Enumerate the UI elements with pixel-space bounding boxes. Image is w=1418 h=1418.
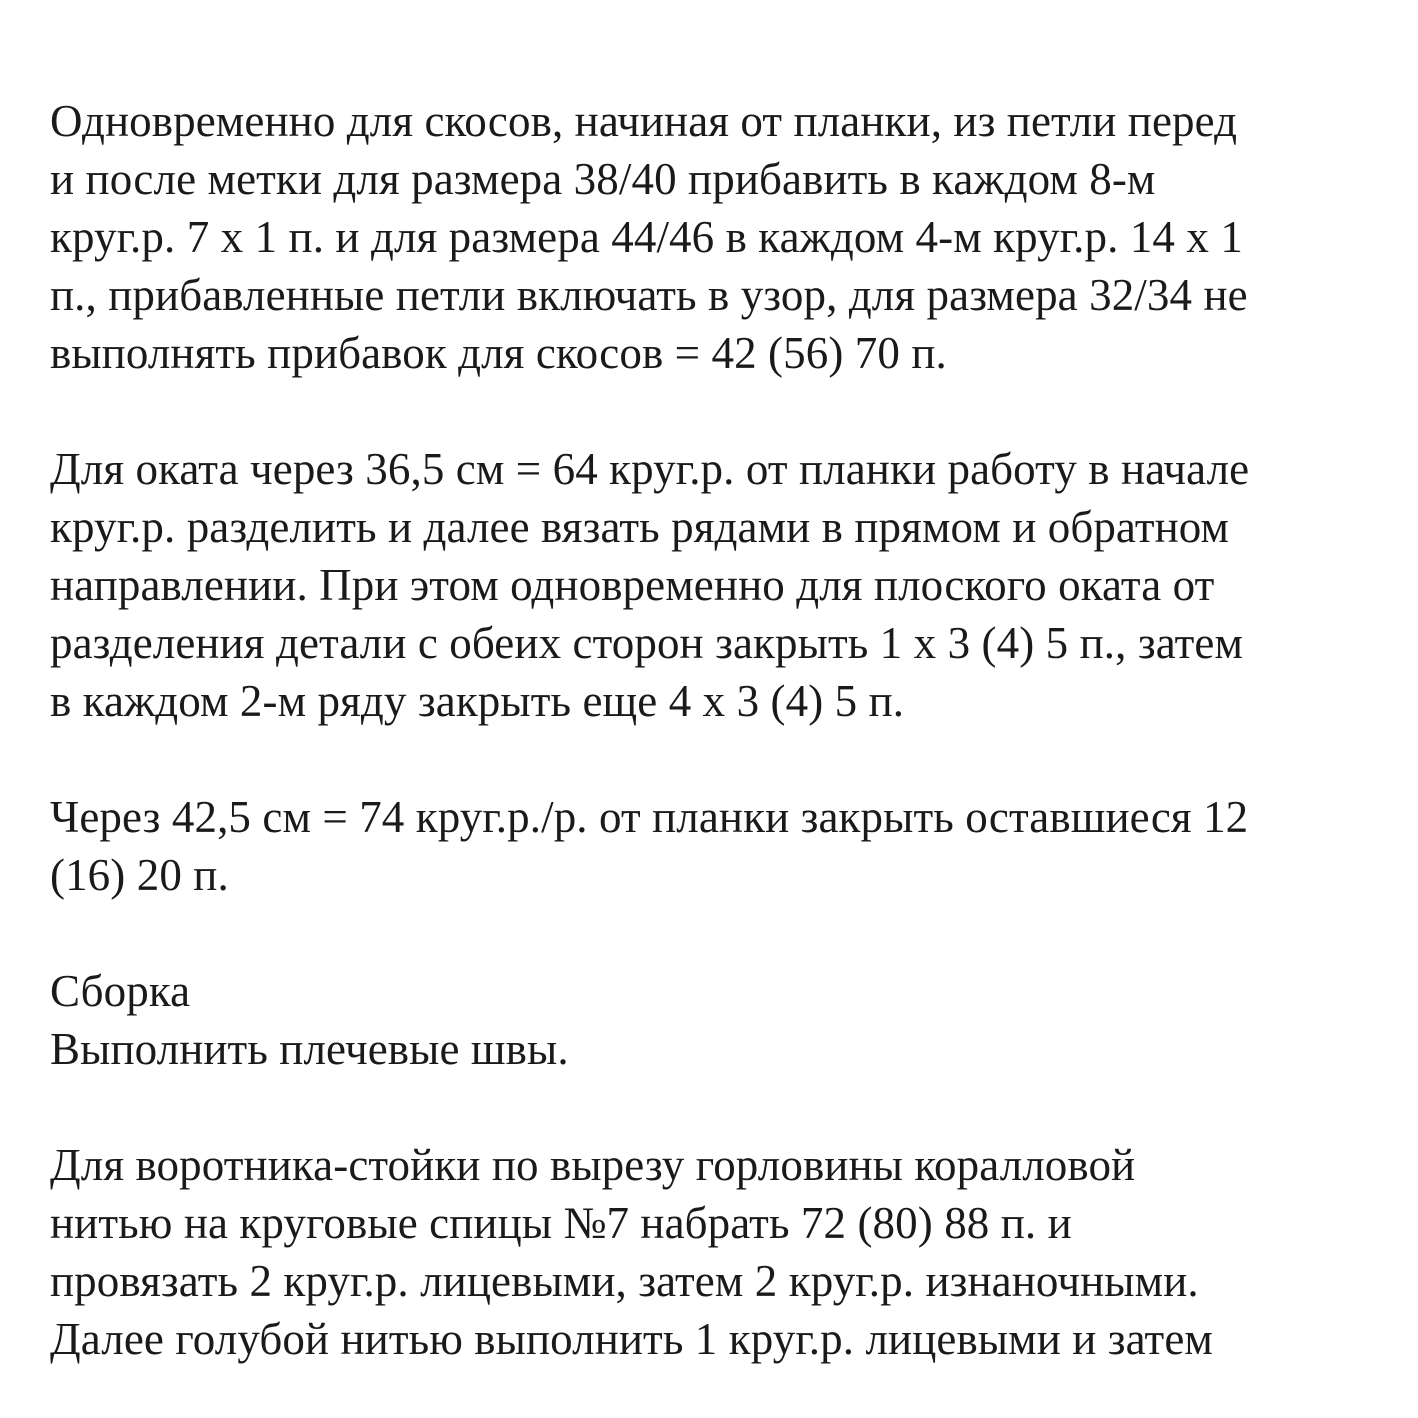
paragraph-collar — [50, 1136, 1390, 1368]
paragraph-gap — [50, 904, 1390, 962]
document-page — [50, 92, 1390, 1368]
paragraph-gap — [50, 1078, 1390, 1136]
text-line: Для оката через 36,5 см = 64 круг.р. от планки работу в начале — [50, 444, 1250, 494]
text-line: нитью на круговые спицы №7 набрать 72 (80) 88 п. и — [50, 1198, 1072, 1248]
text-line: Далее голубой нитью выполнить 1 круг.р. лицевыми и затем — [50, 1314, 1213, 1364]
text-line: направлении. При этом одновременно для плоского оката от — [50, 560, 1215, 610]
text-line: п., прибавленные петли включать в узор, для размера 32/34 не — [50, 270, 1248, 320]
text-line: провязать 2 круг.р. лицевыми, затем 2 круг.р. изнаночными. — [50, 1256, 1199, 1306]
text-line: Выполнить плечевые швы. — [50, 1024, 569, 1074]
text-line: Одновременно для скосов, начиная от планки, из петли перед — [50, 96, 1238, 146]
paragraph-bind-off — [50, 788, 1390, 904]
paragraph-increases — [50, 92, 1390, 382]
section-assembly — [50, 962, 1390, 1078]
text-line: Для воротника-стойки по вырезу горловины коралловой — [50, 1140, 1136, 1190]
paragraph-gap — [50, 730, 1390, 788]
paragraph-gap — [50, 382, 1390, 440]
paragraph-sleeve-cap — [50, 440, 1390, 730]
text-line: выполнять прибавок для скосов = 42 (56) 70 п. — [50, 328, 947, 378]
text-line: круг.р. разделить и далее вязать рядами в прямом и обратном — [50, 502, 1230, 552]
text-line: и после метки для размера 38/40 прибавить в каждом 8-м — [50, 154, 1156, 204]
text-line: (16) 20 п. — [50, 850, 229, 900]
section-heading: Сборка — [50, 966, 191, 1016]
text-line: круг.р. 7 х 1 п. и для размера 44/46 в каждом 4-м круг.р. 14 х 1 — [50, 212, 1243, 262]
text-line: в каждом 2-м ряду закрыть еще 4 х 3 (4) 5 п. — [50, 676, 905, 726]
text-line: разделения детали с обеих сторон закрыть 1 х 3 (4) 5 п., затем — [50, 618, 1244, 668]
text-line: Через 42,5 см = 74 круг.р./р. от планки закрыть оставшиеся 12 — [50, 792, 1249, 842]
